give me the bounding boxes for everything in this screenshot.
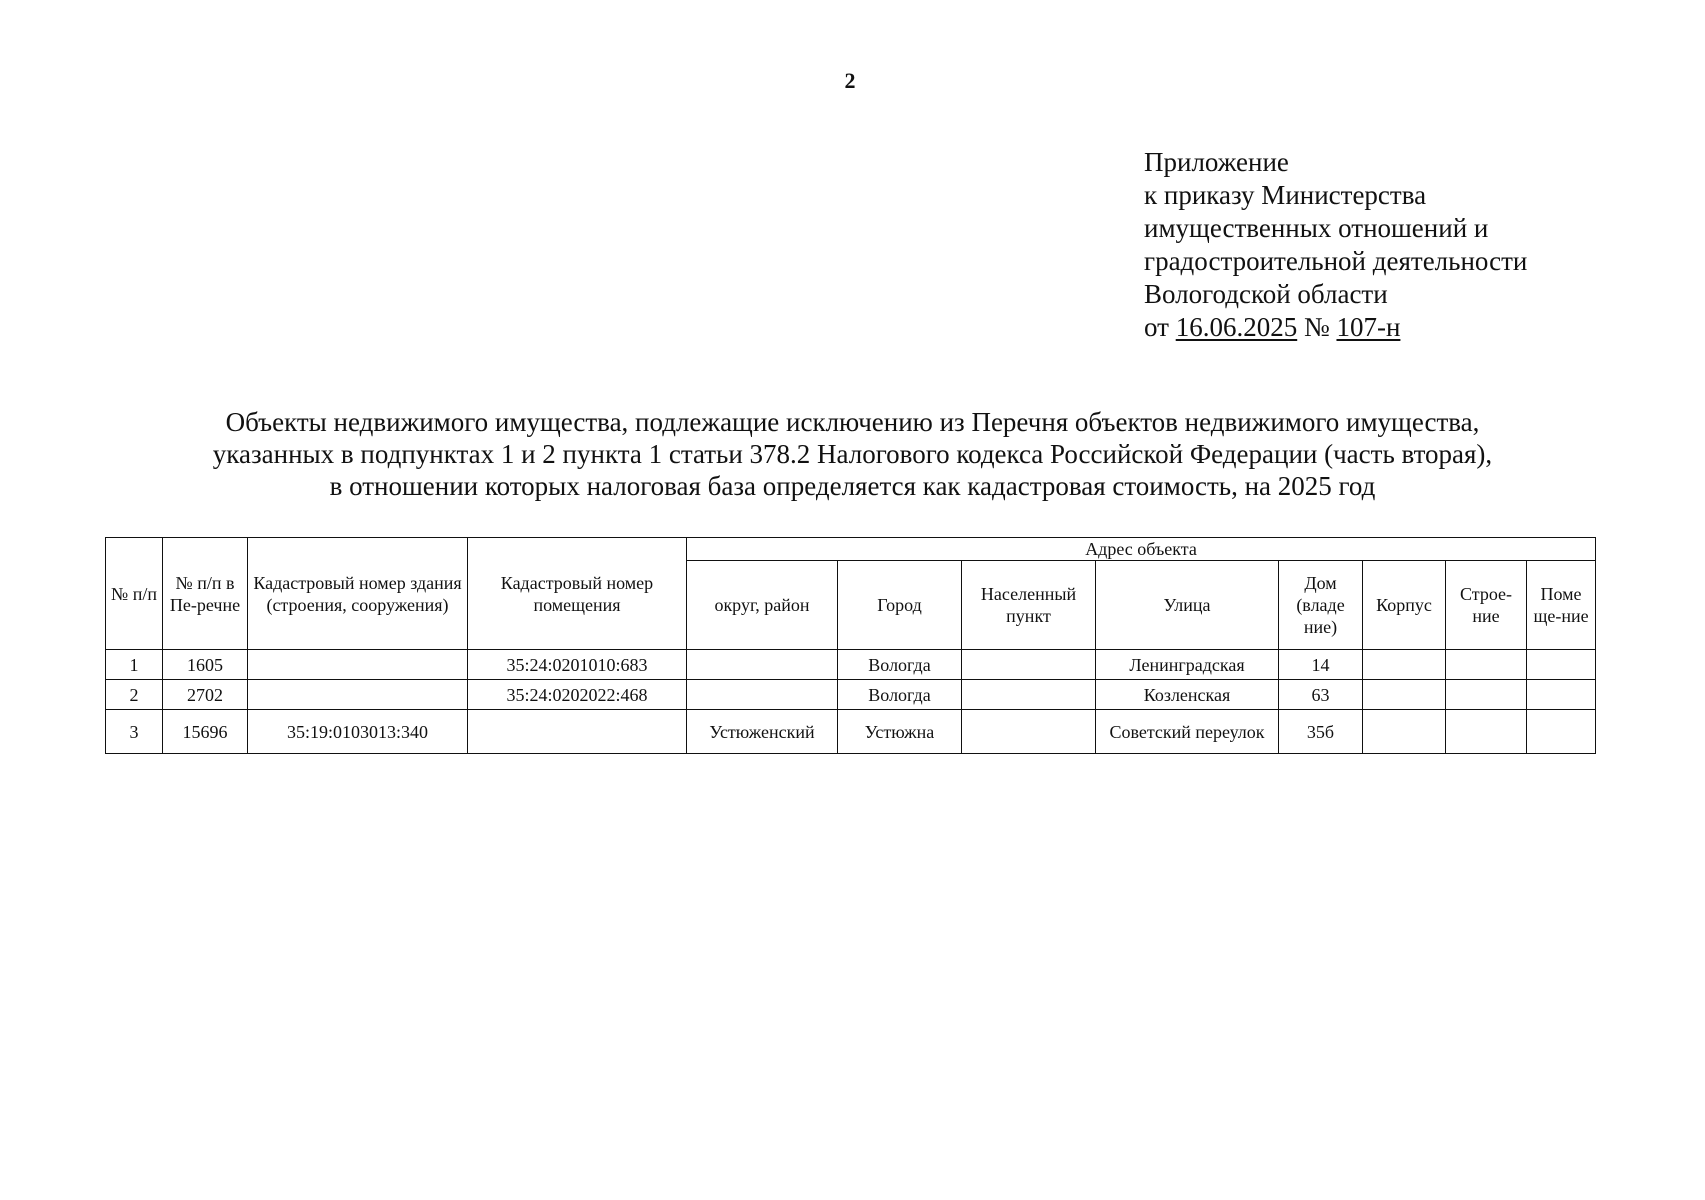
cell-premises: 35:24:0202022:468: [468, 680, 687, 710]
cell-pomeschenie: [1527, 710, 1596, 754]
header-district: округ, район: [687, 561, 838, 650]
header-house: Дом (владе ние): [1279, 561, 1363, 650]
cell-city: Вологда: [838, 650, 962, 680]
table-row: [106, 650, 1596, 680]
heading-line-1: Объекты недвижимого имущества, подлежащие исключению из Перечня объектов недвижимого имущества,: [225, 407, 1480, 437]
cell-house: 35б: [1279, 710, 1363, 754]
cell-district: Устюженский: [687, 710, 838, 754]
cell-korpus: [1363, 650, 1446, 680]
cell-house: 63: [1279, 680, 1363, 710]
appendix-line-4: градостроительной деятельности: [1144, 246, 1528, 276]
cell-city: Вологда: [838, 680, 962, 710]
appendix-line-2: к приказу Министерства: [1144, 180, 1427, 210]
appendix-line-5: Вологодской области: [1144, 279, 1388, 309]
appendix-date-line: [1144, 311, 1664, 344]
appendix-line-1: Приложение: [1144, 147, 1289, 177]
cell-district: [687, 680, 838, 710]
appendix-block: [1144, 146, 1664, 344]
cell-num: 3: [106, 710, 163, 754]
header-premises-cadastral: Кадастровый номер помещения: [468, 538, 687, 650]
cell-building: [248, 680, 468, 710]
heading-line-3: в отношении которых налоговая база определяется как кадастровая стоимость, на 2025 год: [329, 471, 1376, 501]
page-number: 2: [844, 68, 856, 93]
cell-list-num: 15696: [163, 710, 248, 754]
header-address-group: Адрес объекта: [687, 538, 1596, 561]
order-number: 107-н: [1336, 312, 1401, 342]
cell-city: Устюжна: [838, 710, 962, 754]
heading-line-2: указанных в подпунктах 1 и 2 пункта 1 статьи 378.2 Налогового кодекса Российской Федерации (часть вторая),: [212, 439, 1493, 469]
objects-table: [105, 537, 1596, 754]
cell-stroenie: [1446, 650, 1527, 680]
table-row: [106, 710, 1596, 754]
cell-district: [687, 650, 838, 680]
cell-premises: [468, 710, 687, 754]
cell-building: [248, 650, 468, 680]
number-sign: №: [1297, 312, 1337, 342]
cell-street: Советский переулок: [1096, 710, 1279, 754]
cell-settlement: [962, 710, 1096, 754]
header-building-cadastral: Кадастровый номер здания (строения, сооружения): [248, 538, 468, 650]
cell-list-num: 1605: [163, 650, 248, 680]
cell-num: 2: [106, 680, 163, 710]
cell-pomeschenie: [1527, 680, 1596, 710]
cell-settlement: [962, 680, 1096, 710]
header-pomeschenie: Поме ще-ние: [1527, 561, 1596, 650]
cell-list-num: 2702: [163, 680, 248, 710]
cell-premises: 35:24:0201010:683: [468, 650, 687, 680]
date-prefix: от: [1144, 312, 1176, 342]
document-heading: [100, 406, 1605, 502]
cell-house: 14: [1279, 650, 1363, 680]
cell-building: 35:19:0103013:340: [248, 710, 468, 754]
cell-pomeschenie: [1527, 650, 1596, 680]
header-korpus: Корпус: [1363, 561, 1446, 650]
cell-street: Ленинградская: [1096, 650, 1279, 680]
header-list-num: № п/п в Пе-речне: [163, 538, 248, 650]
cell-stroenie: [1446, 680, 1527, 710]
cell-street: Козленская: [1096, 680, 1279, 710]
header-num: № п/п: [106, 538, 163, 650]
cell-korpus: [1363, 680, 1446, 710]
order-date: 16.06.2025: [1175, 312, 1298, 342]
cell-stroenie: [1446, 710, 1527, 754]
cell-settlement: [962, 650, 1096, 680]
cell-korpus: [1363, 710, 1446, 754]
cell-num: 1: [106, 650, 163, 680]
appendix-line-3: имущественных отношений и: [1144, 213, 1489, 243]
header-settlement: Населенный пункт: [962, 561, 1096, 650]
header-street: Улица: [1096, 561, 1279, 650]
header-city: Город: [838, 561, 962, 650]
header-stroenie: Строе-ние: [1446, 561, 1527, 650]
table-row: [106, 680, 1596, 710]
